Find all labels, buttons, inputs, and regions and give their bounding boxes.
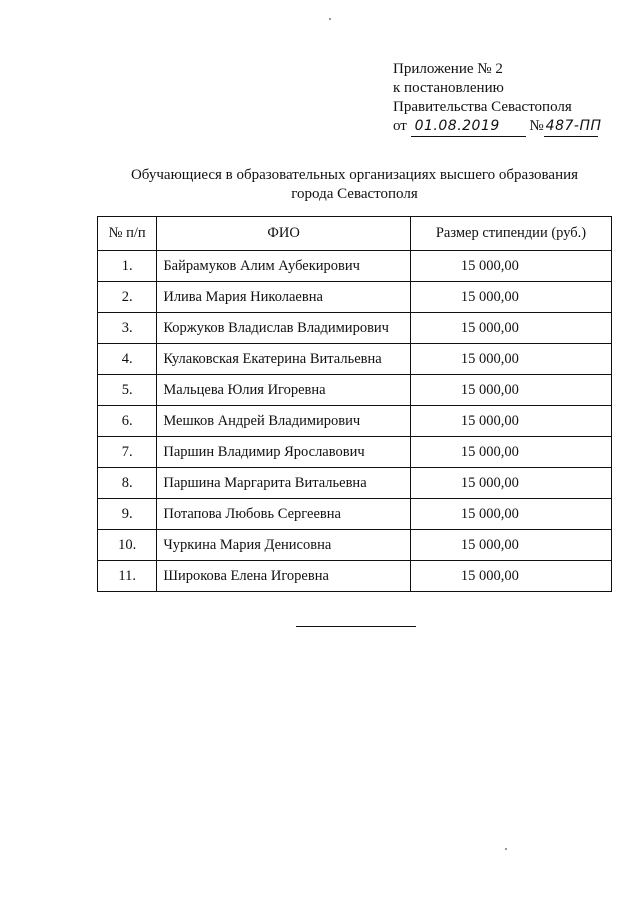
table-row bbox=[98, 251, 612, 282]
table-row bbox=[98, 344, 612, 375]
table-row bbox=[98, 499, 612, 530]
row-num: 7. bbox=[98, 437, 157, 468]
row-amount: 15 000,00 bbox=[410, 530, 611, 561]
annex-date-line bbox=[393, 117, 623, 137]
row-name: Кулаковская Екатерина Витальевна bbox=[157, 344, 411, 375]
students-table bbox=[97, 216, 612, 592]
row-name: Мальцева Юлия Игоревна bbox=[157, 375, 411, 406]
row-amount: 15 000,00 bbox=[410, 561, 611, 592]
table-header-row bbox=[98, 217, 612, 251]
table-row bbox=[98, 282, 612, 313]
title-line-1: Обучающиеся в образовательных организациях высшего образования bbox=[130, 167, 579, 183]
document-title bbox=[97, 166, 612, 204]
row-amount: 15 000,00 bbox=[410, 406, 611, 437]
table-row bbox=[98, 375, 612, 406]
header-amount: Размер стипендии (руб.) bbox=[410, 217, 611, 251]
table-row bbox=[98, 530, 612, 561]
annex-line-2: к постановлению bbox=[393, 80, 504, 96]
row-num: 4. bbox=[98, 344, 157, 375]
row-amount: 15 000,00 bbox=[410, 251, 611, 282]
table-row bbox=[98, 437, 612, 468]
row-amount: 15 000,00 bbox=[410, 282, 611, 313]
handwritten-number: 487-ПП bbox=[544, 117, 598, 137]
title-line-2: города Севастополя bbox=[291, 186, 418, 202]
header-name: ФИО bbox=[157, 217, 411, 251]
row-name: Коржуков Владислав Владимирович bbox=[157, 313, 411, 344]
annex-line-1: Приложение № 2 bbox=[393, 61, 503, 77]
row-name: Чуркина Мария Денисовна bbox=[157, 530, 411, 561]
row-amount: 15 000,00 bbox=[410, 499, 611, 530]
row-name: Илива Мария Николаевна bbox=[157, 282, 411, 313]
annex-block bbox=[393, 60, 623, 137]
table-row bbox=[98, 313, 612, 344]
row-name: Широкова Елена Игоревна bbox=[157, 561, 411, 592]
row-num: 5. bbox=[98, 375, 157, 406]
row-num: 2. bbox=[98, 282, 157, 313]
row-amount: 15 000,00 bbox=[410, 344, 611, 375]
annex-line-3: Правительства Севастополя bbox=[393, 99, 572, 115]
row-amount: 15 000,00 bbox=[410, 375, 611, 406]
row-amount: 15 000,00 bbox=[410, 313, 611, 344]
row-name: Мешков Андрей Владимирович bbox=[157, 406, 411, 437]
number-prefix: № bbox=[529, 118, 544, 134]
row-num: 1. bbox=[98, 251, 157, 282]
row-name: Байрамуков Алим Аубекирович bbox=[157, 251, 411, 282]
row-amount: 15 000,00 bbox=[410, 437, 611, 468]
table-body bbox=[98, 251, 612, 592]
closing-divider bbox=[296, 626, 416, 627]
table-row bbox=[98, 406, 612, 437]
row-num: 10. bbox=[98, 530, 157, 561]
scan-speck bbox=[329, 18, 331, 20]
row-num: 11. bbox=[98, 561, 157, 592]
table-row bbox=[98, 561, 612, 592]
table-row bbox=[98, 468, 612, 499]
handwritten-date: 01.08.2019 bbox=[411, 117, 526, 137]
row-name: Паршин Владимир Ярославович bbox=[157, 437, 411, 468]
date-prefix: от bbox=[393, 118, 407, 134]
row-num: 8. bbox=[98, 468, 157, 499]
row-num: 9. bbox=[98, 499, 157, 530]
scan-speck bbox=[505, 848, 507, 850]
row-num: 3. bbox=[98, 313, 157, 344]
header-num: № п/п bbox=[98, 217, 157, 251]
row-amount: 15 000,00 bbox=[410, 468, 611, 499]
row-num: 6. bbox=[98, 406, 157, 437]
row-name: Потапова Любовь Сергеевна bbox=[157, 499, 411, 530]
row-name: Паршина Маргарита Витальевна bbox=[157, 468, 411, 499]
